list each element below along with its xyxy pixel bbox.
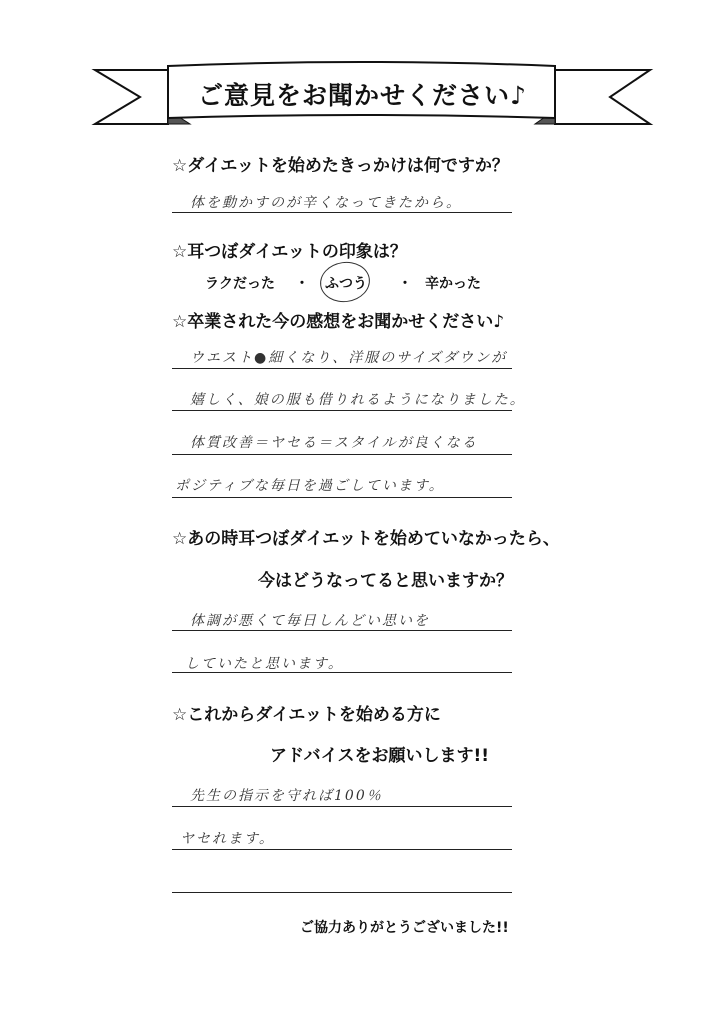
answer-underline (172, 410, 512, 411)
answer-1-line-1: 体を動かすのが辛くなってきたから。 (190, 195, 462, 211)
question-5: ☆これからダイエットを始める方に (172, 705, 441, 725)
answer-underline (172, 454, 512, 455)
question-4: ☆あの時耳つぼダイエットを始めていなかったら、 (172, 529, 560, 549)
answer-4-line-1: 体調が悪くて毎日しんどい思いを (190, 613, 430, 629)
answer-5-line-1: 先生の指示を守れば100％ (190, 788, 383, 804)
page-title: ご意見をお聞かせください♪ (198, 81, 527, 110)
answer-3-line-4: ポジティブな毎日を過ごしています。 (175, 478, 445, 494)
answer-underline (172, 497, 512, 498)
answer-underline (172, 630, 512, 631)
question-4-line-2: 今はどうなってると思いますか？ (258, 571, 513, 591)
answer-5-line-2: ヤセれます。 (180, 831, 275, 847)
choice-easy: ラクだった (205, 276, 275, 292)
question-2: ☆耳つぼダイエットの印象は？ (172, 242, 407, 262)
question-3: ☆卒業された今の感想をお聞かせください♪ (172, 312, 505, 332)
answer-underline (172, 672, 512, 673)
choice-separator: ・ (295, 276, 309, 292)
answer-4-line-2: していたと思います。 (185, 656, 344, 672)
choice-hard: 辛かった (425, 276, 481, 292)
answer-3-line-1: ウエスト●細くなり、洋服のサイズダウンが (190, 350, 508, 366)
answer-underline (172, 806, 512, 807)
thanks-message: ご協力ありがとうございました!! (300, 920, 509, 936)
answer-underline (172, 368, 512, 369)
question-1: ☆ダイエットを始めたきっかけは何ですか？ (172, 156, 509, 176)
answer-underline (172, 892, 512, 893)
answer-underline (172, 212, 512, 213)
title-banner-ribbon (0, 0, 724, 150)
choice-separator: ・ (398, 276, 412, 292)
question-5-line-2: アドバイスをお願いします!! (270, 746, 489, 766)
answer-3-line-3: 体質改善＝ヤセる＝スタイルが良くなる (190, 435, 478, 451)
answer-underline (172, 849, 512, 850)
choice-normal: ふつう (325, 276, 367, 292)
selected-choice-circle (317, 259, 372, 306)
answer-3-line-2: 嬉しく、娘の服も借りれるようになりました。 (190, 392, 526, 408)
